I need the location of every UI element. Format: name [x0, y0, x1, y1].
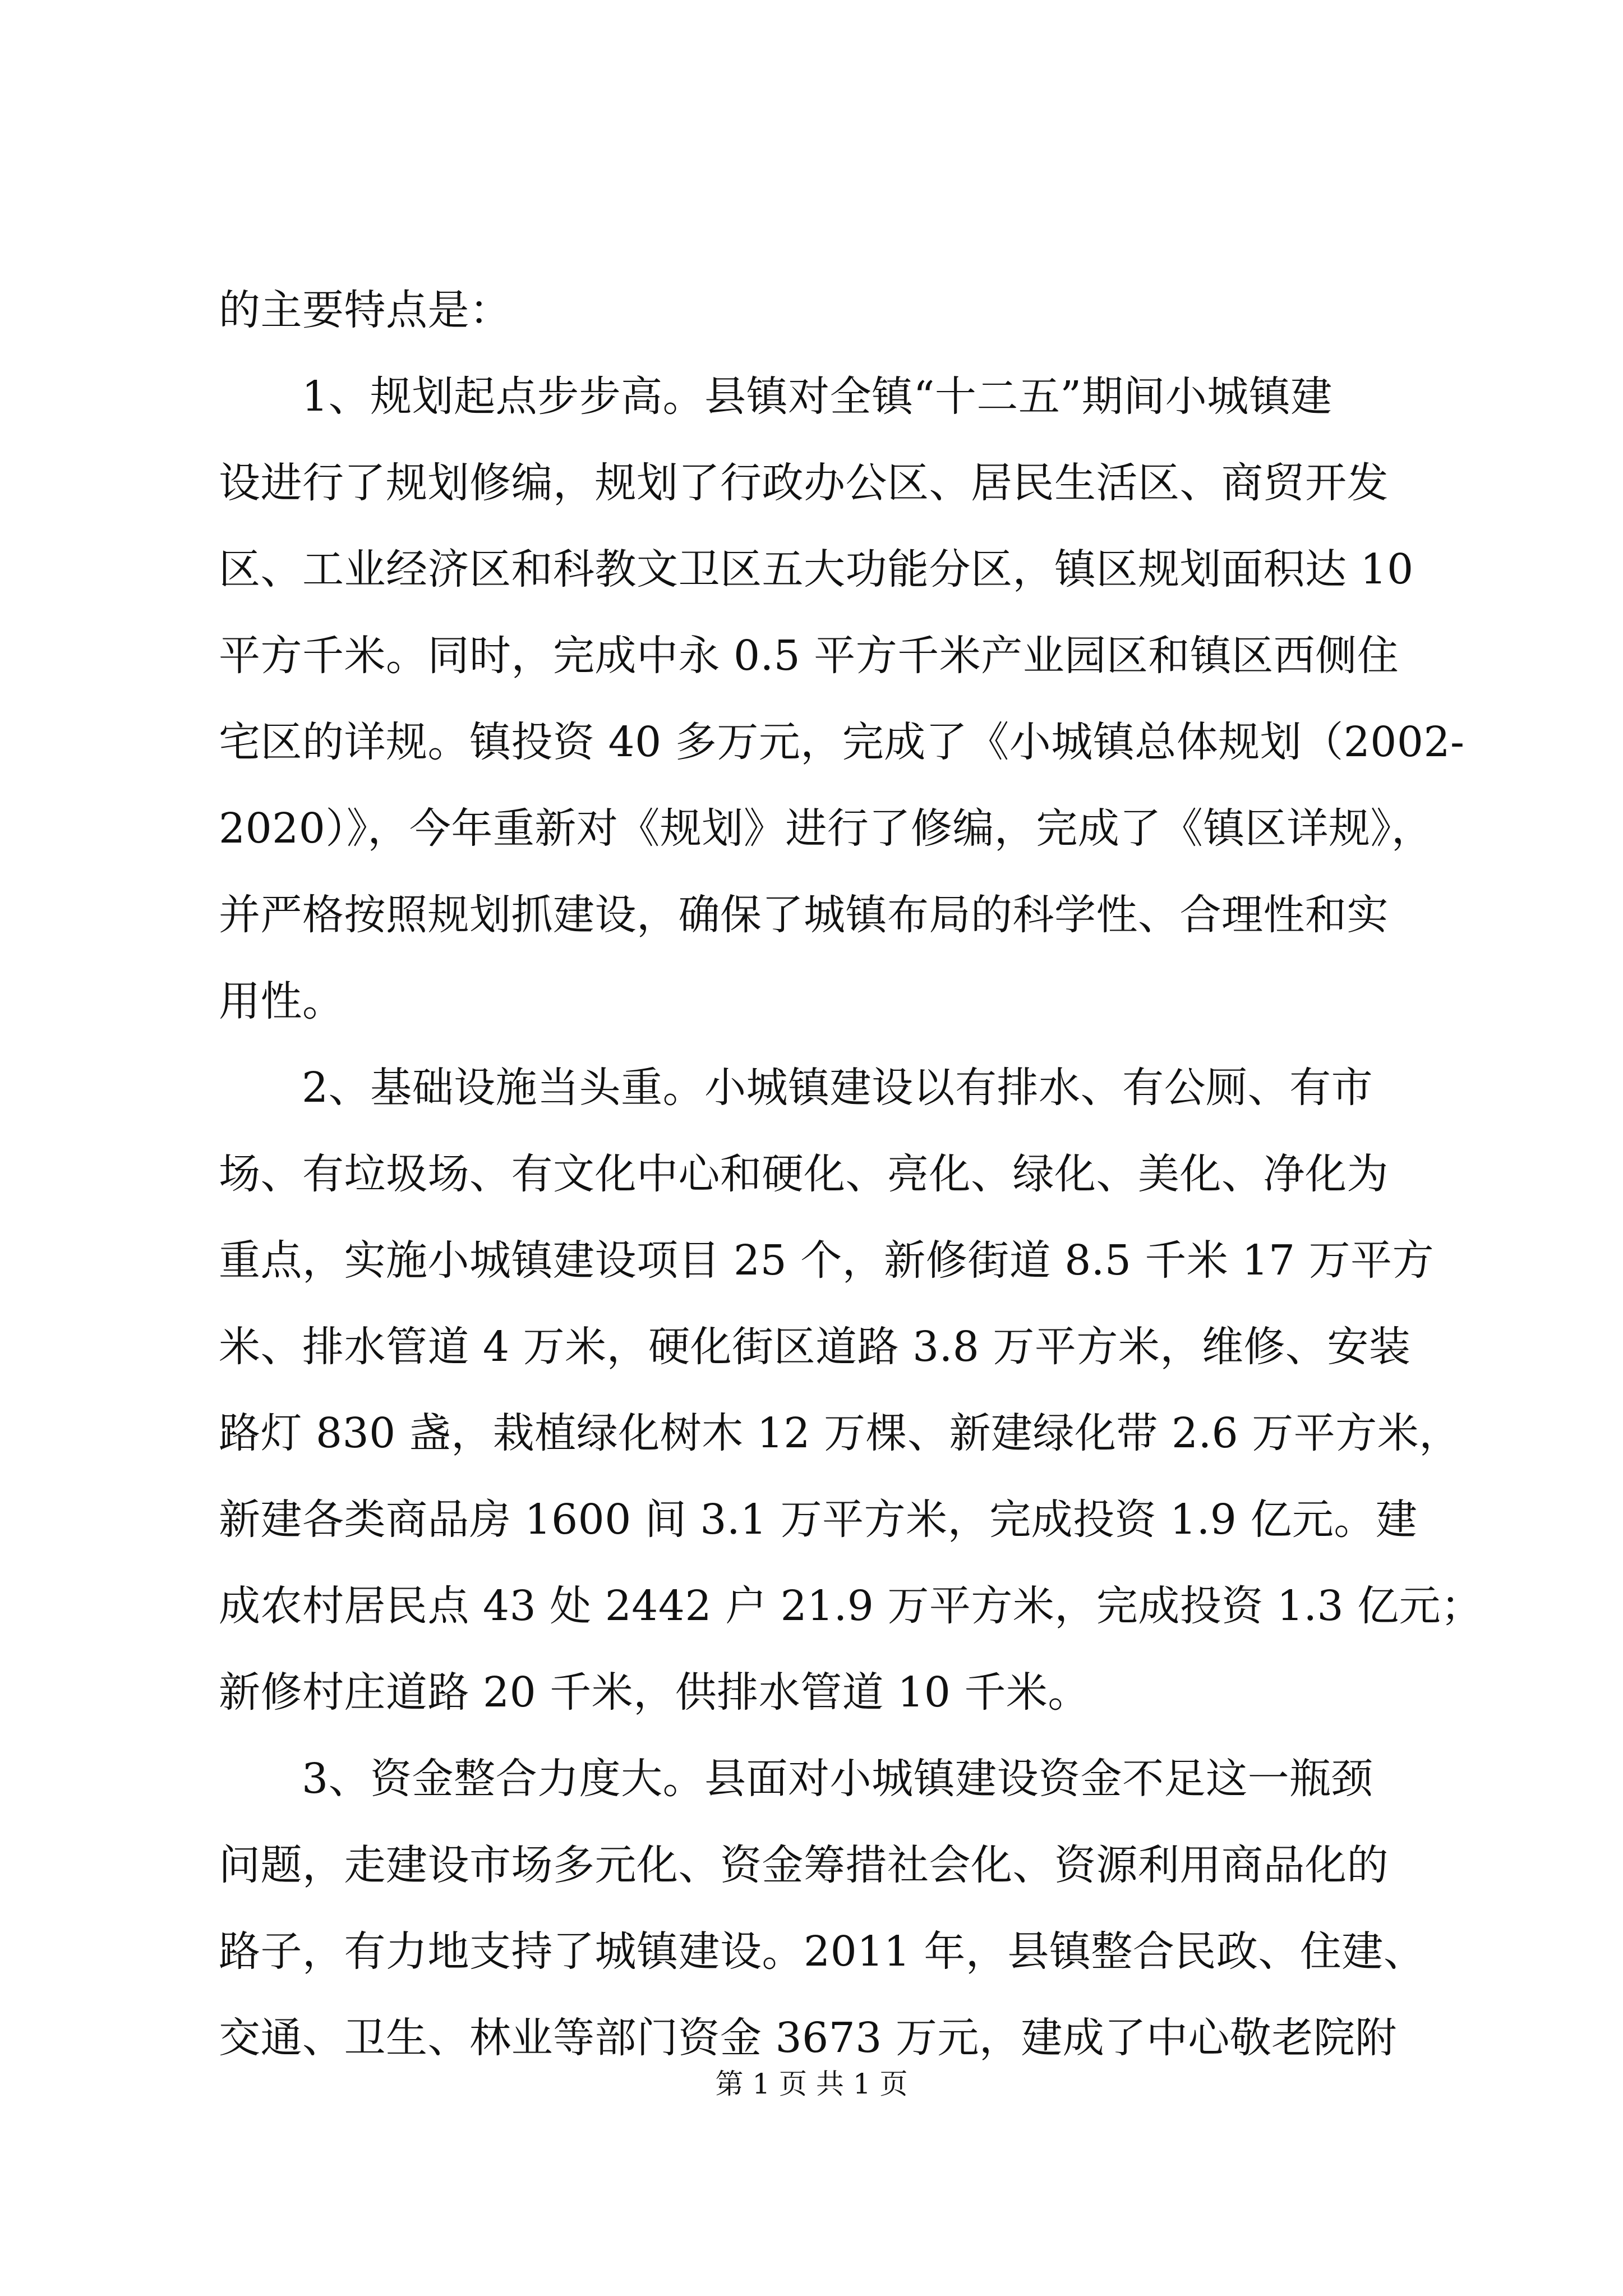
text-line: 并严格按照规划抓建设，确保了城镇布局的科学性、合理性和实	[219, 891, 1389, 939]
text-line: 米、排水管道 4 万米，硬化街区道路 3.8 万平方米，维修、安装	[219, 1323, 1411, 1371]
text-line: 场、有垃圾场、有文化中心和硬化、亮化、绿化、美化、净化为	[219, 1150, 1389, 1198]
text-line: 用性。	[219, 977, 344, 1025]
document-body	[219, 267, 1483, 2081]
text-line: 新修村庄道路 20 千米，供排水管道 10 千米。	[219, 1668, 1090, 1717]
page-number-label: 第 1 页 共 1 页	[715, 2068, 908, 2100]
text-line: 设进行了规划修编，规划了行政办公区、居民生活区、商贸开发	[219, 459, 1389, 507]
text-line: 路子，有力地支持了城镇建设。2011 年，县镇整合民政、住建、	[219, 1927, 1426, 1976]
text-line: 宅区的详规。镇投资 40 多万元，完成了《小城镇总体规划（2002-	[219, 718, 1465, 766]
text-line: 的主要特点是：	[219, 286, 511, 334]
text-line: 平方千米。同时，完成中永 0.5 平方千米产业园区和镇区西侧住	[219, 632, 1399, 680]
text-line: 2、基础设施当头重。小城镇建设以有排水、有公厕、有市	[302, 1064, 1373, 1112]
text-line: 成农村居民点 43 处 2442 户 21.9 万平方米，完成投资 1.3 亿元；	[219, 1582, 1483, 1630]
text-line: 1、规划起点步步高。县镇对全镇“十二五”期间小城镇建	[302, 372, 1332, 421]
text-line: 新建各类商品房 1600 间 3.1 万平方米，完成投资 1.9 亿元。建	[219, 1496, 1418, 1544]
text-line: 2020）》，今年重新对《规划》进行了修编，完成了《镇区详规》，	[219, 804, 1433, 853]
text-line: 3、资金整合力度大。县面对小城镇建设资金不足这一瓶颈	[302, 1755, 1373, 1803]
text-line: 问题，走建设市场多元化、资金筹措社会化、资源利用商品化的	[219, 1841, 1389, 1889]
text-line: 区、工业经济区和科教文卫区五大功能分区，镇区规划面积达 10	[219, 545, 1414, 593]
text-line: 重点，实施小城镇建设项目 25 个，新修街道 8.5 千米 17 万平方	[219, 1236, 1435, 1285]
page-footer	[0, 2064, 1623, 2104]
text-line: 交通、卫生、林业等部门资金 3673 万元，建成了中心敬老院附	[219, 2014, 1397, 2062]
text-line: 路灯 830 盏，栽植绿化树木 12 万棵、新建绿化带 2.6 万平方米，	[219, 1409, 1461, 1457]
